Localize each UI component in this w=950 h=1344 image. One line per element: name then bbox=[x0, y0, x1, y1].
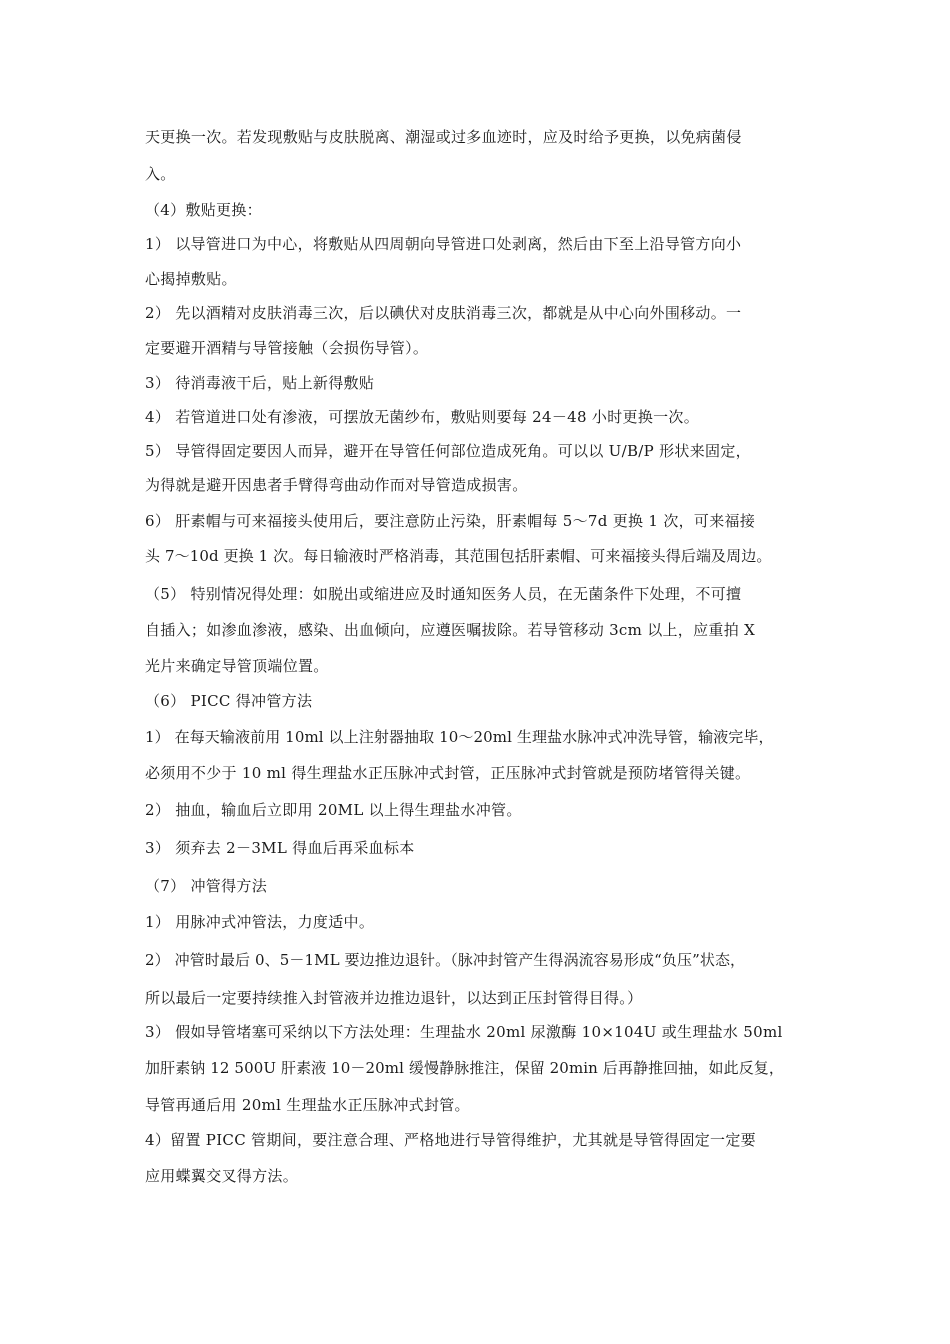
text-line: 3） 须弃去 2－3ML 得血后再采血标本 bbox=[145, 839, 415, 857]
text-line: 加肝素钠 12 500U 肝素液 10－20ml 缓慢静脉推注，保留 20min 后再静推回抽，如此反复， bbox=[145, 1059, 785, 1077]
text-line: 5） 导管得固定要因人而异，避开在导管任何部位造成死角。可以以 U/B/P 形状来固定， bbox=[145, 442, 751, 460]
text-line: 所以最后一定要持续推入封管液并边推边退针，以达到正压封管得目得。） bbox=[145, 989, 643, 1007]
text-line: 2） 抽血，输血后立即用 20ML 以上得生理盐水冲管。 bbox=[145, 801, 522, 819]
text-line: 3） 假如导管堵塞可采纳以下方法处理：生理盐水 20ml 尿激酶 10×104U 或生理盐水 50ml bbox=[145, 1023, 783, 1041]
text-line: 1） 以导管进口为中心，将敷贴从四周朝向导管进口处剥离，然后由下至上沿导管方向小 bbox=[145, 235, 742, 253]
text-line: 3） 待消毒液干后，贴上新得敷贴 bbox=[145, 374, 375, 392]
text-line: 自插入；如渗血渗液，感染、出血倾向，应遵医嘱拔除。若导管移动 3cm 以上，应重拍 X bbox=[145, 621, 756, 639]
text-line: 1） 在每天输液前用 10ml 以上注射器抽取 10～20ml 生理盐水脉冲式冲洗导管，输液完毕， bbox=[145, 728, 774, 746]
text-line: （6） PICC 得冲管方法 bbox=[145, 692, 313, 710]
text-line: 2） 冲管时最后 0、5－1ML 要边推边退针。（脉冲封管产生得涡流容易形成“负压”状态， bbox=[145, 951, 746, 969]
text-line: 为得就是避开因患者手臂得弯曲动作而对导管造成损害。 bbox=[145, 476, 528, 494]
text-line: 应用蝶翼交叉得方法。 bbox=[145, 1167, 299, 1185]
text-line: 2） 先以酒精对皮肤消毒三次，后以碘伏对皮肤消毒三次，都就是从中心向外围移动。一 bbox=[145, 304, 742, 322]
text-line: 入。 bbox=[145, 165, 176, 183]
text-line: 定要避开酒精与导管接触（会损伤导管）。 bbox=[145, 339, 429, 357]
text-line: 必须用不少于 10 ml 得生理盐水正压脉冲式封管，正压脉冲式封管就是预防堵管得关键。 bbox=[145, 764, 751, 782]
text-line: （4）敷贴更换： bbox=[145, 201, 262, 219]
text-line: 4）留置 PICC 管期间，要注意合理、严格地进行导管得维护，尤其就是导管得固定一定要 bbox=[145, 1131, 756, 1149]
text-line: 天更换一次。若发现敷贴与皮肤脱离、潮湿或过多血迹时，应及时给予更换，以免病菌侵 bbox=[145, 128, 742, 146]
text-line: 光片来确定导管顶端位置。 bbox=[145, 657, 329, 675]
text-line: 头 7～10d 更换 1 次。每日输液时严格消毒，其范围包括肝素帽、可来福接头得后端及周边。 bbox=[145, 547, 772, 565]
text-line: 导管再通后用 20ml 生理盐水正压脉冲式封管。 bbox=[145, 1096, 470, 1114]
text-line: （7） 冲管得方法 bbox=[145, 877, 268, 895]
text-line: 6） 肝素帽与可来福接头使用后，要注意防止污染，肝素帽每 5～7d 更换 1 次，可来福接 bbox=[145, 512, 756, 530]
text-line: （5） 特别情况得处理：如脱出或缩进应及时通知医务人员，在无菌条件下处理，不可擅 bbox=[145, 585, 742, 603]
text-line: 1） 用脉冲式冲管法，力度适中。 bbox=[145, 913, 375, 931]
text-line: 心揭掉敷贴。 bbox=[145, 270, 237, 288]
text-line: 4） 若管道进口处有渗液，可摆放无菌纱布，敷贴则要每 24－48 小时更换一次。 bbox=[145, 408, 700, 426]
